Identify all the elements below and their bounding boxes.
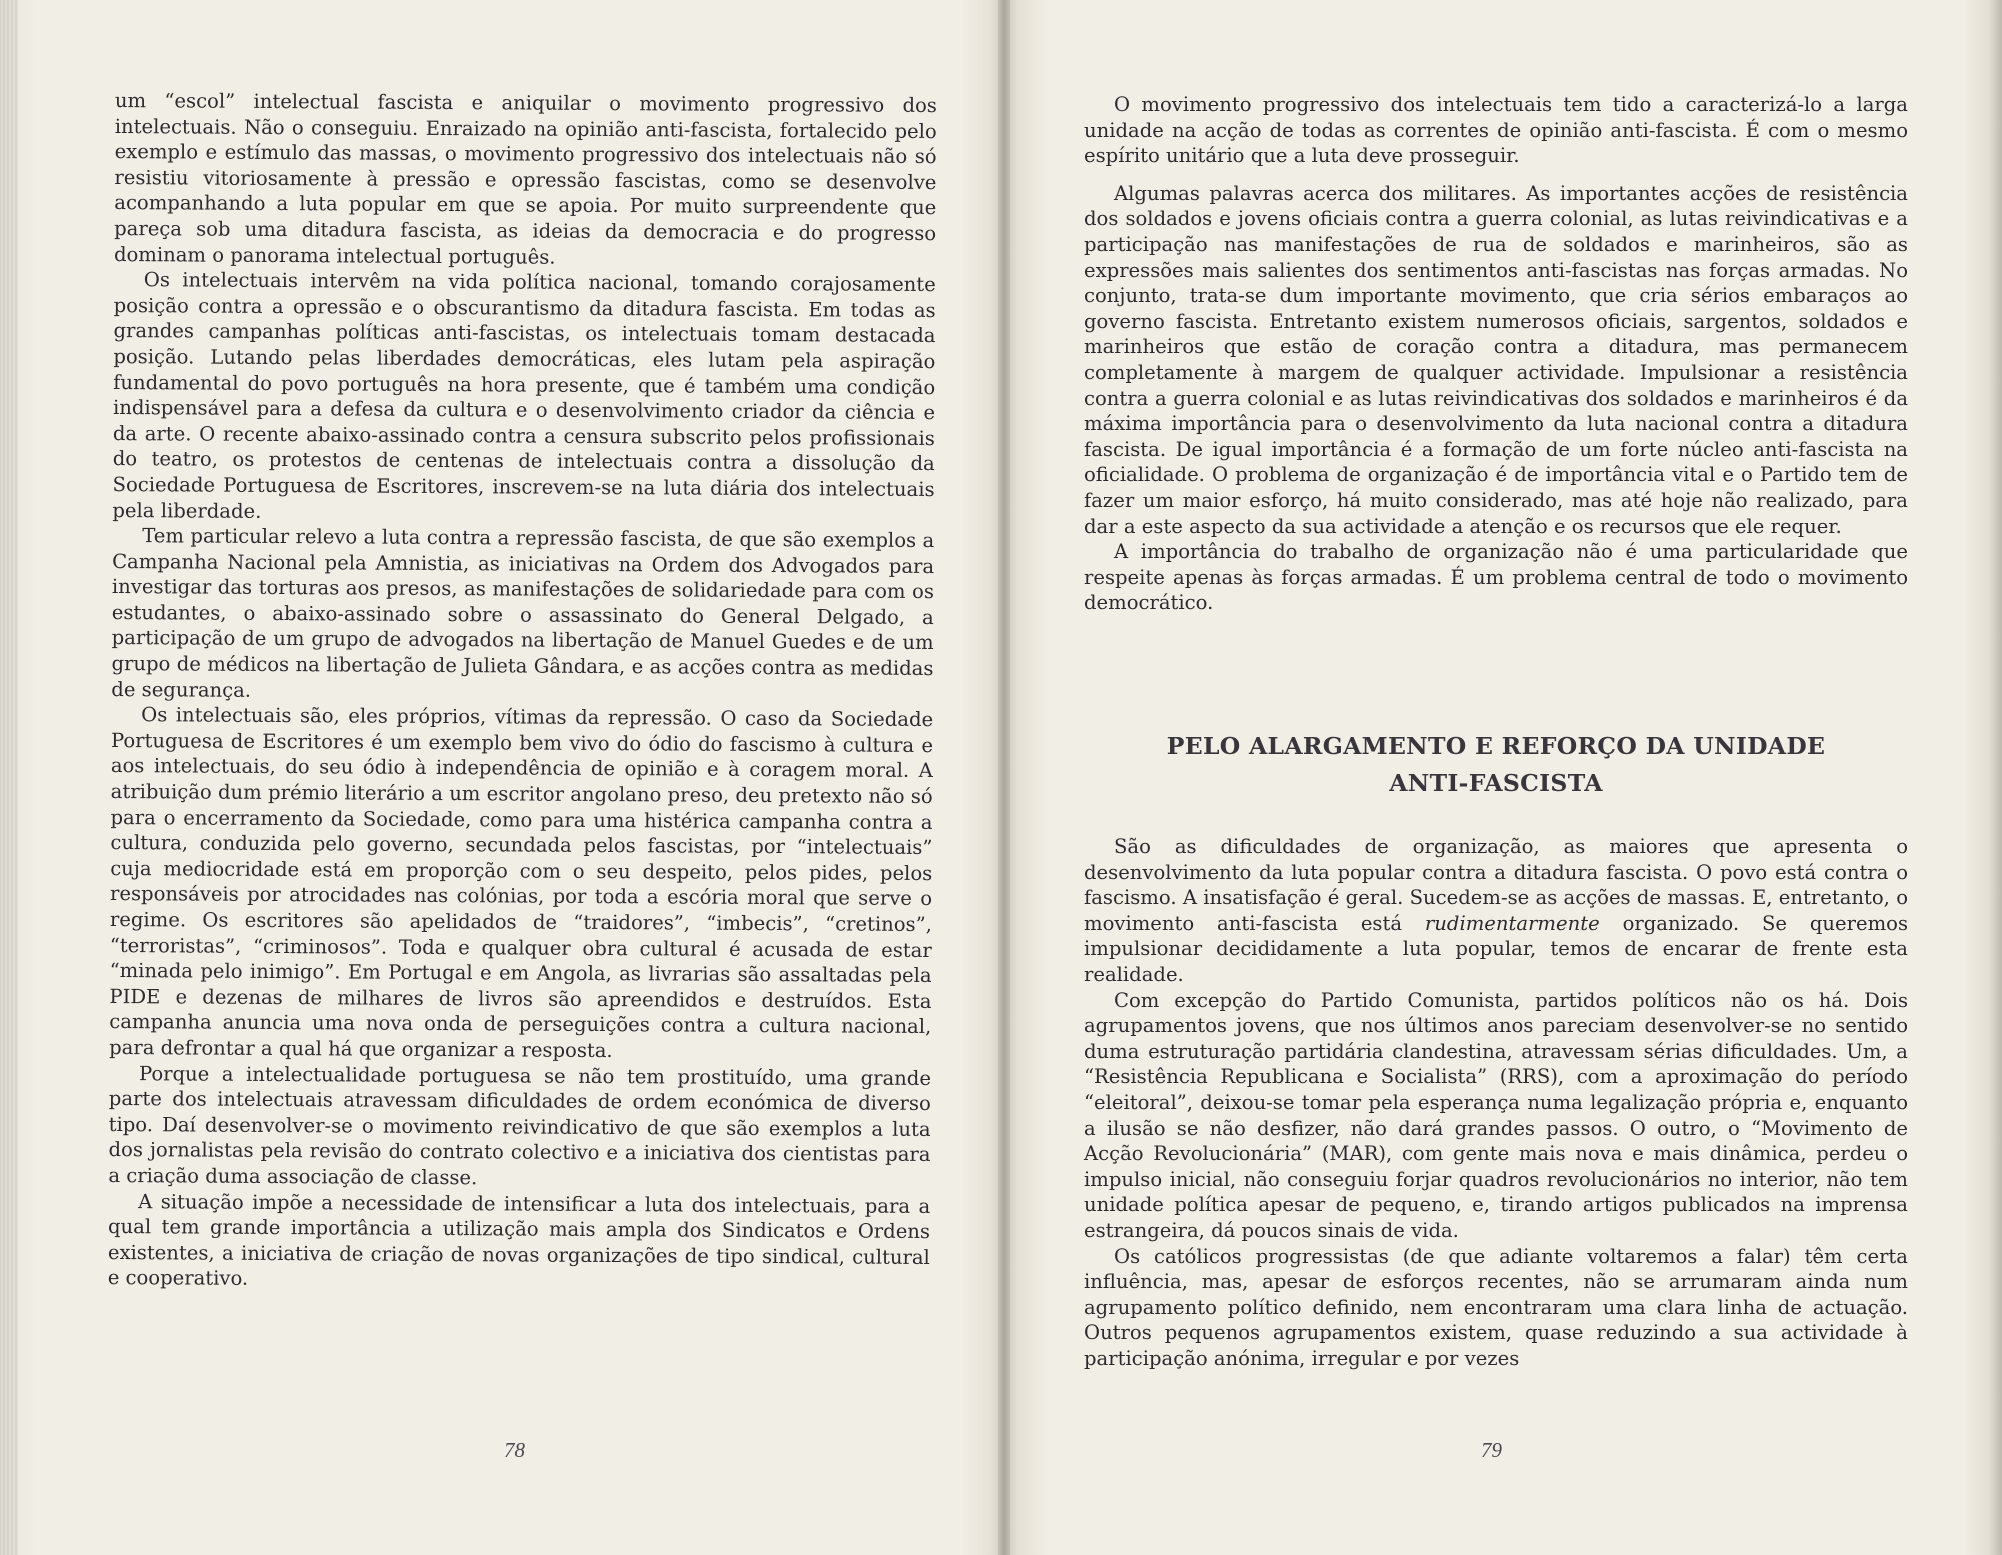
left-paragraph-4: Os intelectuais são, eles próprios, vítimas da repressão. O caso da Sociedade Portuguesa de Escritores é um exemplo bem vivo do ódio do fascismo à cultura e aos intelectuais, do seu ódio à independência de opinião e à coragem moral. A atribuição dum prémio literário a um escritor angolano preso, deu pretexto não só para o encerramento da Sociedade, como para uma histérica campanha contra a cultura, conduzida pelo governo, secundada pelos fascistas, por “intelectuais” cuja mediocridade está em proporção com o seu despeito, pelos pides, pelos responsáveis por atrocidades nas colónias, por toda a escória moral que serve o regime. Os escritores são apelidados de “traidores”, “imbecis”, “cretinos”, “terroristas”, “criminosos”. Toda e qualquer obra cultural é acusada de estar “minada pelo inimigo”. Em Portugal e em Angola, as livrarias são assaltadas pela PIDE e dezenas de milhares de livros são apreendidos e destruídos. Esta campanha anuncia uma nova onda de perseguições contra a cultura nacional, para defrontar a qual há que organizar a resposta. bbox=[109, 703, 934, 1063]
left-paragraph-1: um “escol” intelectual fascista e aniquilar o movimento progressivo dos intelectuais. Não o conseguiu. Enraizado na opinião anti-fascista, fortalecido pelo exemplo e estímulo das massas, o movimento progressivo dos intelectuais não só resistiu vitoriosamente à pressão e opressão fascistas, como se desenvolve acompanhando a luta popular em que se apoia. Por muito surpreendente que pareça sob uma ditadura fascista, as ideias da democracia e do progresso dominam o panorama intelectual português. bbox=[113, 88, 937, 269]
page-stack-edge bbox=[0, 0, 18, 1555]
right-page-top-body bbox=[1084, 92, 1908, 616]
left-page-body bbox=[108, 88, 937, 1296]
left-paragraph-6: A situação impõe a necessidade de intensificar a luta dos intelectuais, para a qual tem grande importância a utilização mais ampla dos Sindicatos e Ordens existentes, a iniciativa de criação de novas organizações de tipo sindical, cultural e cooperativo. bbox=[107, 1189, 931, 1291]
right-page-number: 79 bbox=[1481, 1438, 1502, 1462]
section-heading-line-1: PELO ALARGAMENTO E REFORÇO DA UNIDADE bbox=[1166, 732, 1826, 760]
right-paragraph-1: O movimento progressivo dos intelectuais tem tido a caracterizá-lo a larga unidade na acção de todas as correntes de opinião anti-fascista. É com o mesmo espírito unitário que a luta deve prosseguir. bbox=[1084, 93, 1908, 168]
section-heading bbox=[1084, 728, 1908, 802]
right-paragraph-3: A importância do trabalho de organização não é uma particularidade que respeite apenas às forças armadas. É um problema central de todo o movimento democrático. bbox=[1084, 540, 1908, 615]
right-page bbox=[1004, 0, 2002, 1555]
right-paragraph-4 bbox=[1084, 834, 1908, 988]
italic-word: rudimentarmente bbox=[1424, 911, 1600, 935]
left-page-number: 78 bbox=[504, 1438, 525, 1462]
right-paragraph-2: Algumas palavras acerca dos militares. As importantes acções de resistência dos soldados e jovens oficiais contra a guerra colonial, as lutas reivindicativas e a participação nas manifestações de rua de soldados e marinheiros, são as expressões mais salientes dos sentimentos anti-fascistas nas forças armadas. No conjunto, trata-se dum importante movimento, que cria sérios embaraços ao governo fascista. Entretanto existem numerosos oficiais, sargentos, soldados e marinheiros que estão de coração contra a ditadura, mas permanecem completamente à margem de qualquer actividade. Impulsionar a resistência contra a guerra colonial e as lutas reivindicativas dos soldados e marinheiros é da máxima importância para o desenvolvimento da luta nacional contra a ditadura fascista. De igual importância é a formação de um forte núcleo anti-fascista na oficialidade. O problema de organização é de importância vital e o Partido tem de fazer um maior esforço, há muito considerado, mas até hoje não realizado, para dar a este aspecto da sua actividade a atenção e os recursos que ele requer. bbox=[1084, 181, 1908, 538]
right-paragraph-6: Os católicos progressistas (de que adiante voltaremos a falar) têm certa influência, mas, apesar de esforços recentes, não se arrumaram ainda num agrupamento político definido, nem encontraram uma clara linha de actuação. Outros pequenos agrupamentos existem, quase reduzindo a sua actividade à participação anónima, irregular e por vezes bbox=[1084, 1244, 1908, 1370]
right-paragraph-4-end: organizado. Se queremos impulsionar decididamente a luta popular, temos de encarar de frente esta realidade. bbox=[1084, 911, 1908, 986]
book-gutter bbox=[998, 0, 1010, 1555]
right-page-bottom-body bbox=[1084, 834, 1908, 1371]
left-paragraph-2: Os intelectuais intervêm na vida política nacional, tomando corajosamente posição contra a opressão e o obscurantismo da ditadura fascista. Em todas as grandes campanhas políticas anti-fascistas, os intelectuais tomam destacada posição. Lutando pelas liberdades democráticas, eles lutam pela aspiração fundamental do povo português na hora presente, que é também uma condição indispensável para a defesa da cultura e o desenvolvimento criador da ciência e da arte. O recente abaixo-assinado contra a censura subscrito pelos profissionais do teatro, os protestos de centenas de intelectuais contra a dissolução da Sociedade Portuguesa de Escritores, inscrevem-se na luta diária dos intelectuais pela liberdade. bbox=[112, 268, 936, 523]
section-heading-line-2: ANTI-FASCISTA bbox=[1389, 769, 1603, 797]
left-paragraph-3: Tem particular relevo a luta contra a repressão fascista, de que são exemplos a Campanha Nacional pela Amnistia, as iniciativas na Ordem dos Advogados para investigar das torturas aos presos, as manifestações de solidariedade para com os estudantes, o abaixo-assinado sobre o assassinato do General Delgado, a participação de um grupo de advogados na libertação de Manuel Guedes e de um grupo de médicos na libertação de Julieta Gândara, e as acções contra as medidas de segurança. bbox=[111, 524, 935, 702]
left-paragraph-5: Porque a intelectualidade portuguesa se não tem prostituído, uma grande parte dos intelectuais atravessam dificuldades de ordem económica de diverso tipo. Daí desenvolver-se o movimento reivindicativo de que são exemplos a luta dos jornalistas pela revisão do contrato colectivo e a iniciativa dos cientistas para a criação duma associação de classe. bbox=[108, 1061, 932, 1190]
right-paragraph-5: Com excepção do Partido Comunista, partidos políticos não os há. Dois agrupamentos jovens, que nos últimos anos pareciam desenvolver-se no sentido duma estruturação partidária clandestina, atravessam sérias dificuldades. Um, a “Resistência Republicana e Socialista” (RRS), com a aproximação do período “eleitoral”, deixou-se tomar pela esperança numa legalização própria e, enquanto a ilusão se não desfizer, não dará grandes passos. O outro, o “Movimento de Acção Revolucionária” (MAR), com gente mais nova e mais dinâmica, perdeu o impulso inicial, não conseguiu forjar quadros revolucionários no interior, não tem unidade política apesar de pequeno, e, tirando artigos publicados na imprensa estrangeira, dá poucos sinais de vida. bbox=[1084, 988, 1908, 1242]
right-paragraph-4-start: São as dificuldades de organização, as maiores que apresenta o desenvolvimento da luta popular contra a ditadura fascista. O povo está contra o fascismo. A insatisfação é geral. Sucedem-se as acções de massas. E, entretanto, o movimento anti-fascista está bbox=[1084, 835, 1908, 935]
